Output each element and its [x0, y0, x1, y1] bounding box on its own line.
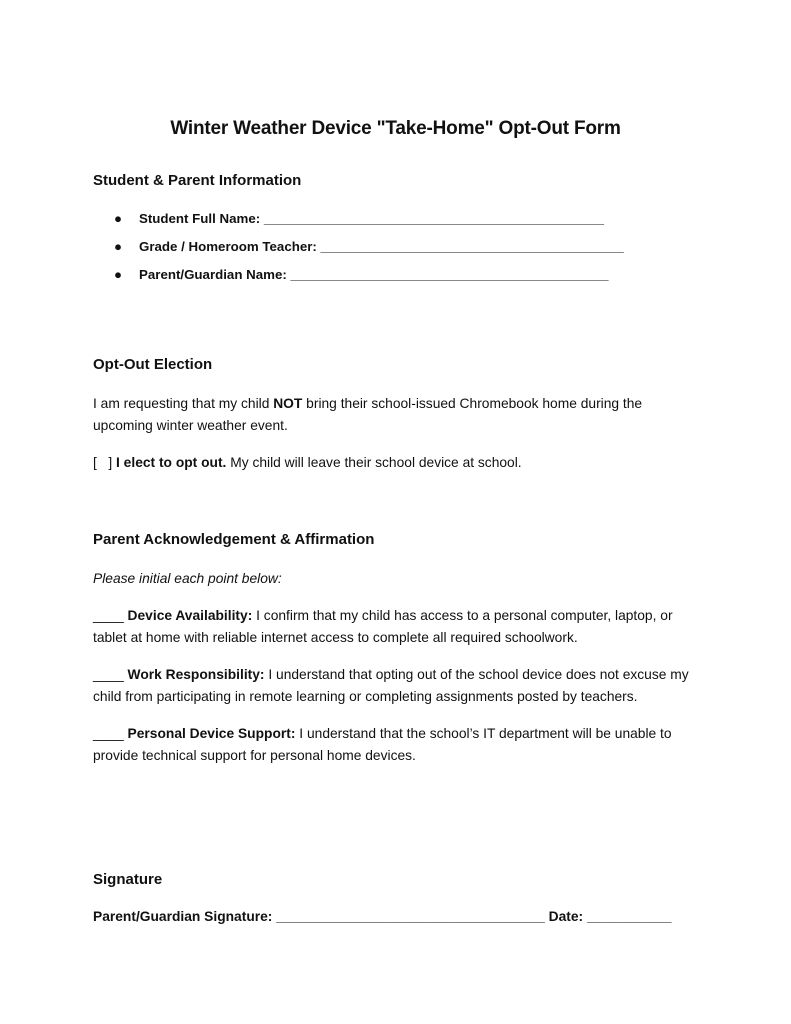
parent-name-blank[interactable]: ___________________________________________ [290, 267, 609, 282]
initial-blank[interactable]: ____ [93, 726, 124, 741]
initial-blank[interactable]: ____ [93, 608, 124, 623]
optout-option-label: I elect to opt out. [116, 455, 227, 470]
student-name-row [114, 211, 604, 226]
optout-request-text [93, 393, 713, 437]
optout-text-line2: upcoming winter weather event. [93, 418, 288, 433]
grade-teacher-row [114, 239, 624, 254]
ack-point-personal-device-support [93, 723, 713, 767]
ack-instruction [93, 568, 713, 590]
date-label: Date: [548, 909, 584, 924]
student-name-blank[interactable]: ______________________________________________ [263, 211, 605, 226]
signature-blank[interactable]: ___________________________________ [276, 909, 545, 924]
parent-name-row [114, 267, 609, 282]
ack-point-text-line2: tablet at home with reliable internet access to complete all required schoolwork. [93, 630, 578, 645]
optout-checkbox[interactable]: [ ] [93, 455, 113, 470]
ack-point-text: I confirm that my child has access to a personal computer, laptop, or [252, 608, 673, 623]
ack-point-label: Work Responsibility: [127, 667, 265, 682]
optout-section-heading: Opt-Out Election [93, 356, 213, 373]
ack-section-heading: Parent Acknowledgement & Affirmation [93, 531, 375, 548]
bullet-icon: ● [114, 239, 123, 254]
bullet-icon: ● [114, 211, 123, 226]
ack-instruction-text: Please initial each point below: [93, 571, 282, 586]
optout-not-emphasis: NOT [273, 396, 303, 411]
form-title: Winter Weather Device "Take-Home" Opt-Out Form [170, 118, 621, 139]
ack-point-label: Personal Device Support: [127, 726, 296, 741]
ack-point-text: I understand that opting out of the school device does not excuse my [264, 667, 689, 682]
initial-blank[interactable]: ____ [93, 667, 124, 682]
optout-text-b: bring their school-issued Chromebook home during the [302, 396, 643, 411]
student-section-heading: Student & Parent Information [93, 172, 302, 189]
bullet-icon: ● [114, 267, 123, 282]
signature-label: Parent/Guardian Signature: [93, 909, 273, 924]
optout-text-a: I am requesting that my child [93, 396, 274, 411]
signature-section-heading: Signature [93, 871, 163, 888]
grade-teacher-blank[interactable]: _________________________________________ [320, 239, 624, 254]
signature-row [93, 906, 713, 928]
parent-name-label: Parent/Guardian Name: [139, 267, 287, 282]
grade-teacher-label: Grade / Homeroom Teacher: [139, 239, 317, 254]
optout-option [93, 452, 713, 474]
ack-point-label: Device Availability: [127, 608, 253, 623]
ack-point-text: I understand that the school’s IT department will be unable to [295, 726, 672, 741]
student-name-label: Student Full Name: [139, 211, 261, 226]
ack-point-work-responsibility [93, 664, 713, 708]
date-blank[interactable]: ___________ [587, 909, 672, 924]
ack-point-device-availability [93, 605, 713, 649]
optout-option-text: My child will leave their school device at school. [226, 455, 522, 470]
ack-point-text-line2: child from participating in remote learning or completing assignments posted by teachers. [93, 689, 638, 704]
ack-point-text-line2: provide technical support for personal home devices. [93, 748, 416, 763]
